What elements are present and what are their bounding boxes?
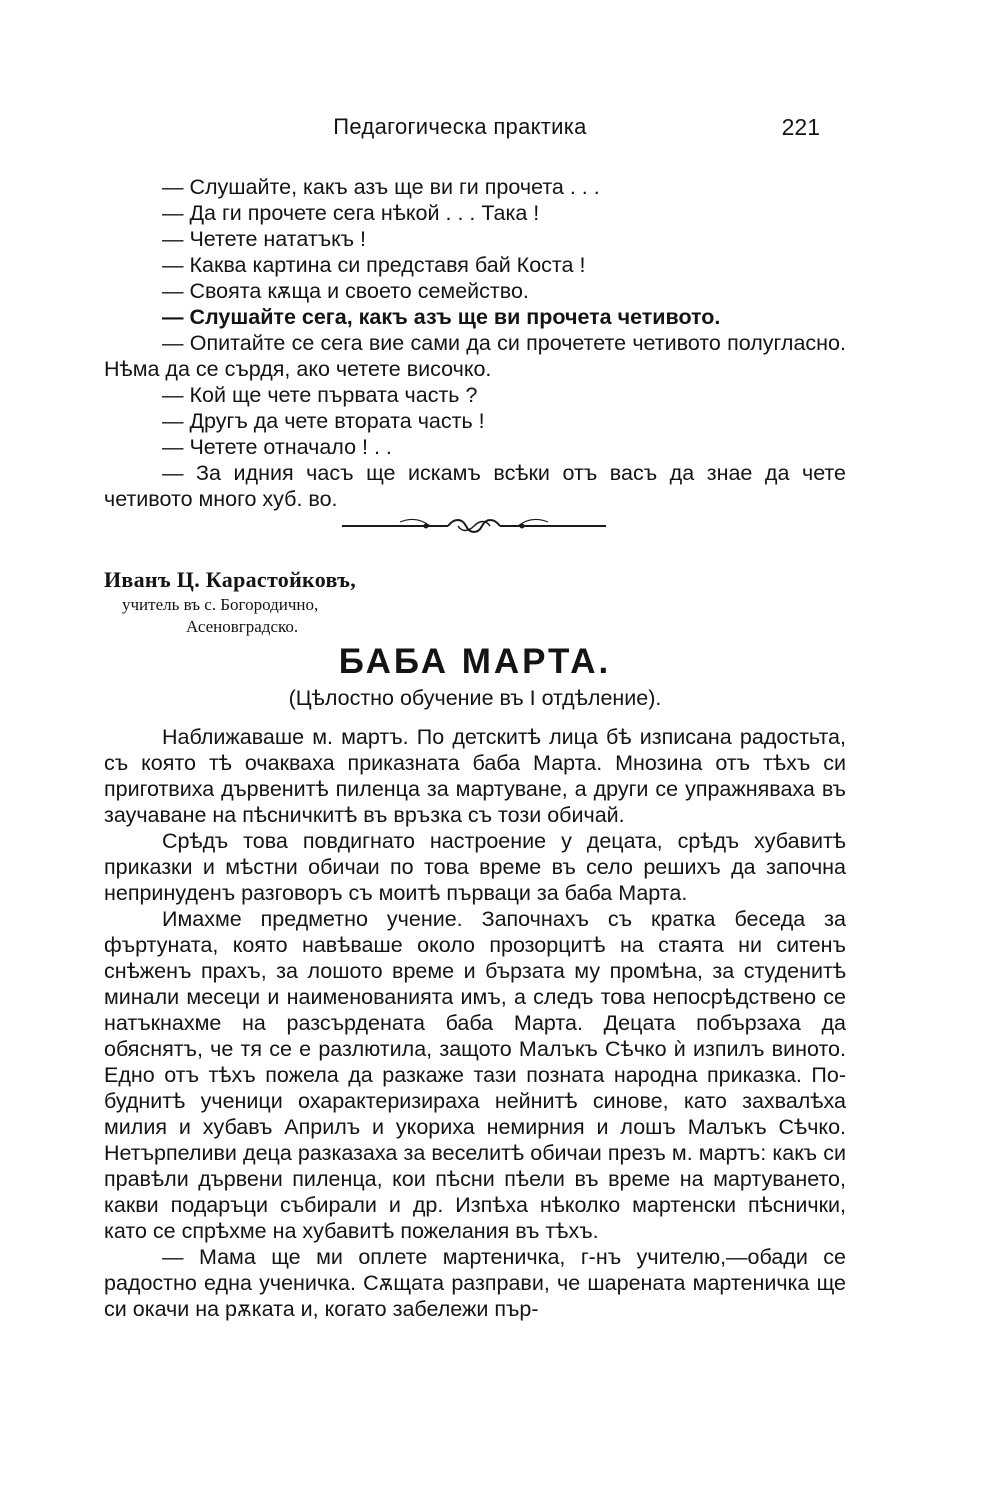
running-title: Педагогическа практика xyxy=(333,114,587,139)
article-title: БАБА МАРТА. xyxy=(338,642,612,681)
article-subtitle: (Цѣлостно обучение въ I отдѣление). xyxy=(288,686,662,710)
body-paragraph: Срѣдъ това повдигнато настроение у децата, срѣдъ хубавитѣ приказки и мѣстни обичаи по това време въ село решихъ да започна непринуденъ разговоръ съ моитѣ първаци за баба Марта. xyxy=(104,829,846,905)
dialogue-line: — Опитайте се сега вие сами да си прочетете четивото полугласно. Нѣма да се сърдя, ако четете височко. xyxy=(104,331,846,381)
page-number: 221 xyxy=(781,114,820,140)
author-place: Асеновградско. xyxy=(186,617,299,636)
body-paragraph: Наближаваше м. мартъ. По детскитѣ лица бѣ изписана радостьта, съ която тѣ очакваха приказната баба Марта. Мнозина отъ тѣхъ си приготвиха дървенитѣ пиленца за мартуване, а други се упражняваха въ заучаване на пѣсничкитѣ въ връзка съ този обичай. xyxy=(104,725,846,827)
dialogue-line: — Другъ да чете втората часть ! xyxy=(162,409,485,433)
dialogue-line: — Четете нататъкъ ! xyxy=(162,227,366,251)
running-head xyxy=(100,114,820,148)
dialogue-section xyxy=(104,174,846,512)
dialogue-line: — Четете отначало ! . . xyxy=(162,435,392,459)
dialogue-line: — Кой ще чете първата часть ? xyxy=(162,383,478,407)
dialogue-line: — Слушайте сега, какъ азъ ще ви прочета четивото. xyxy=(162,305,721,329)
article-body xyxy=(104,724,846,1322)
body-paragraph: Имахме предметно учение. Започнахъ съ кратка беседа за фъртуната, която навѣваше около прозорцитѣ на стаята ни ситенъ снѣженъ прахъ, за лошото време и бързата му промѣна, за студенитѣ минали месеци и наименованията имъ, а следъ това непосрѣдствено се натъкнахме на разсърдената баба Марта. Децата побързаха да обяснятъ, че тя се е разлютила, защото Малъкъ Сѣчко ѝ изпилъ виното. Едно отъ тѣхъ пожела да разкаже тази позната народна приказка. Побуднитѣ ученици охарактеризираха нейнитѣ синове, като захвалѣха милия и хубавъ Априлъ и укориха немирния и лошъ Малъкъ Сѣчко. Нетърпеливи деца разказаха за веселитѣ обичаи презъ м. мартъ: какъ си правѣли дървени пиленца, кои пѣсни пѣели въ време на мартуването, какви подаръци събирали и др. Изпѣха нѣколко мартенски пѣснички, като се спрѣхме на хубавитѣ пожелания въ тѣхъ. xyxy=(104,907,846,1243)
dialogue-line: — Каква картина си представя бай Коста ! xyxy=(162,253,586,277)
dialogue-line: — Слушайте, какъ азъ ще ви ги прочета . . . xyxy=(162,175,600,199)
dialogue-line: — Своята кѫща и своето семейство. xyxy=(162,279,529,303)
author-block xyxy=(104,566,524,638)
body-paragraph: — Мама ще ми оплете мартеничка, г-нъ учителю,—обади се радостно една ученичка. Сѫщата разправи, че шарената мартеничка ще си окачи на рѫката и, когато забележи пър- xyxy=(104,1245,846,1321)
section-divider-ornament xyxy=(340,512,608,540)
author-role: учитель въ с. Богородично, xyxy=(122,595,319,614)
dialogue-line: — Да ги прочете сега нѣкой . . . Така ! xyxy=(162,201,540,225)
author-name: Иванъ Ц. Карастойковъ, xyxy=(104,567,357,592)
dialogue-line: — За идния часъ ще искамъ всѣки отъ васъ да знае да чете четивото много хуб. во. xyxy=(104,461,846,511)
